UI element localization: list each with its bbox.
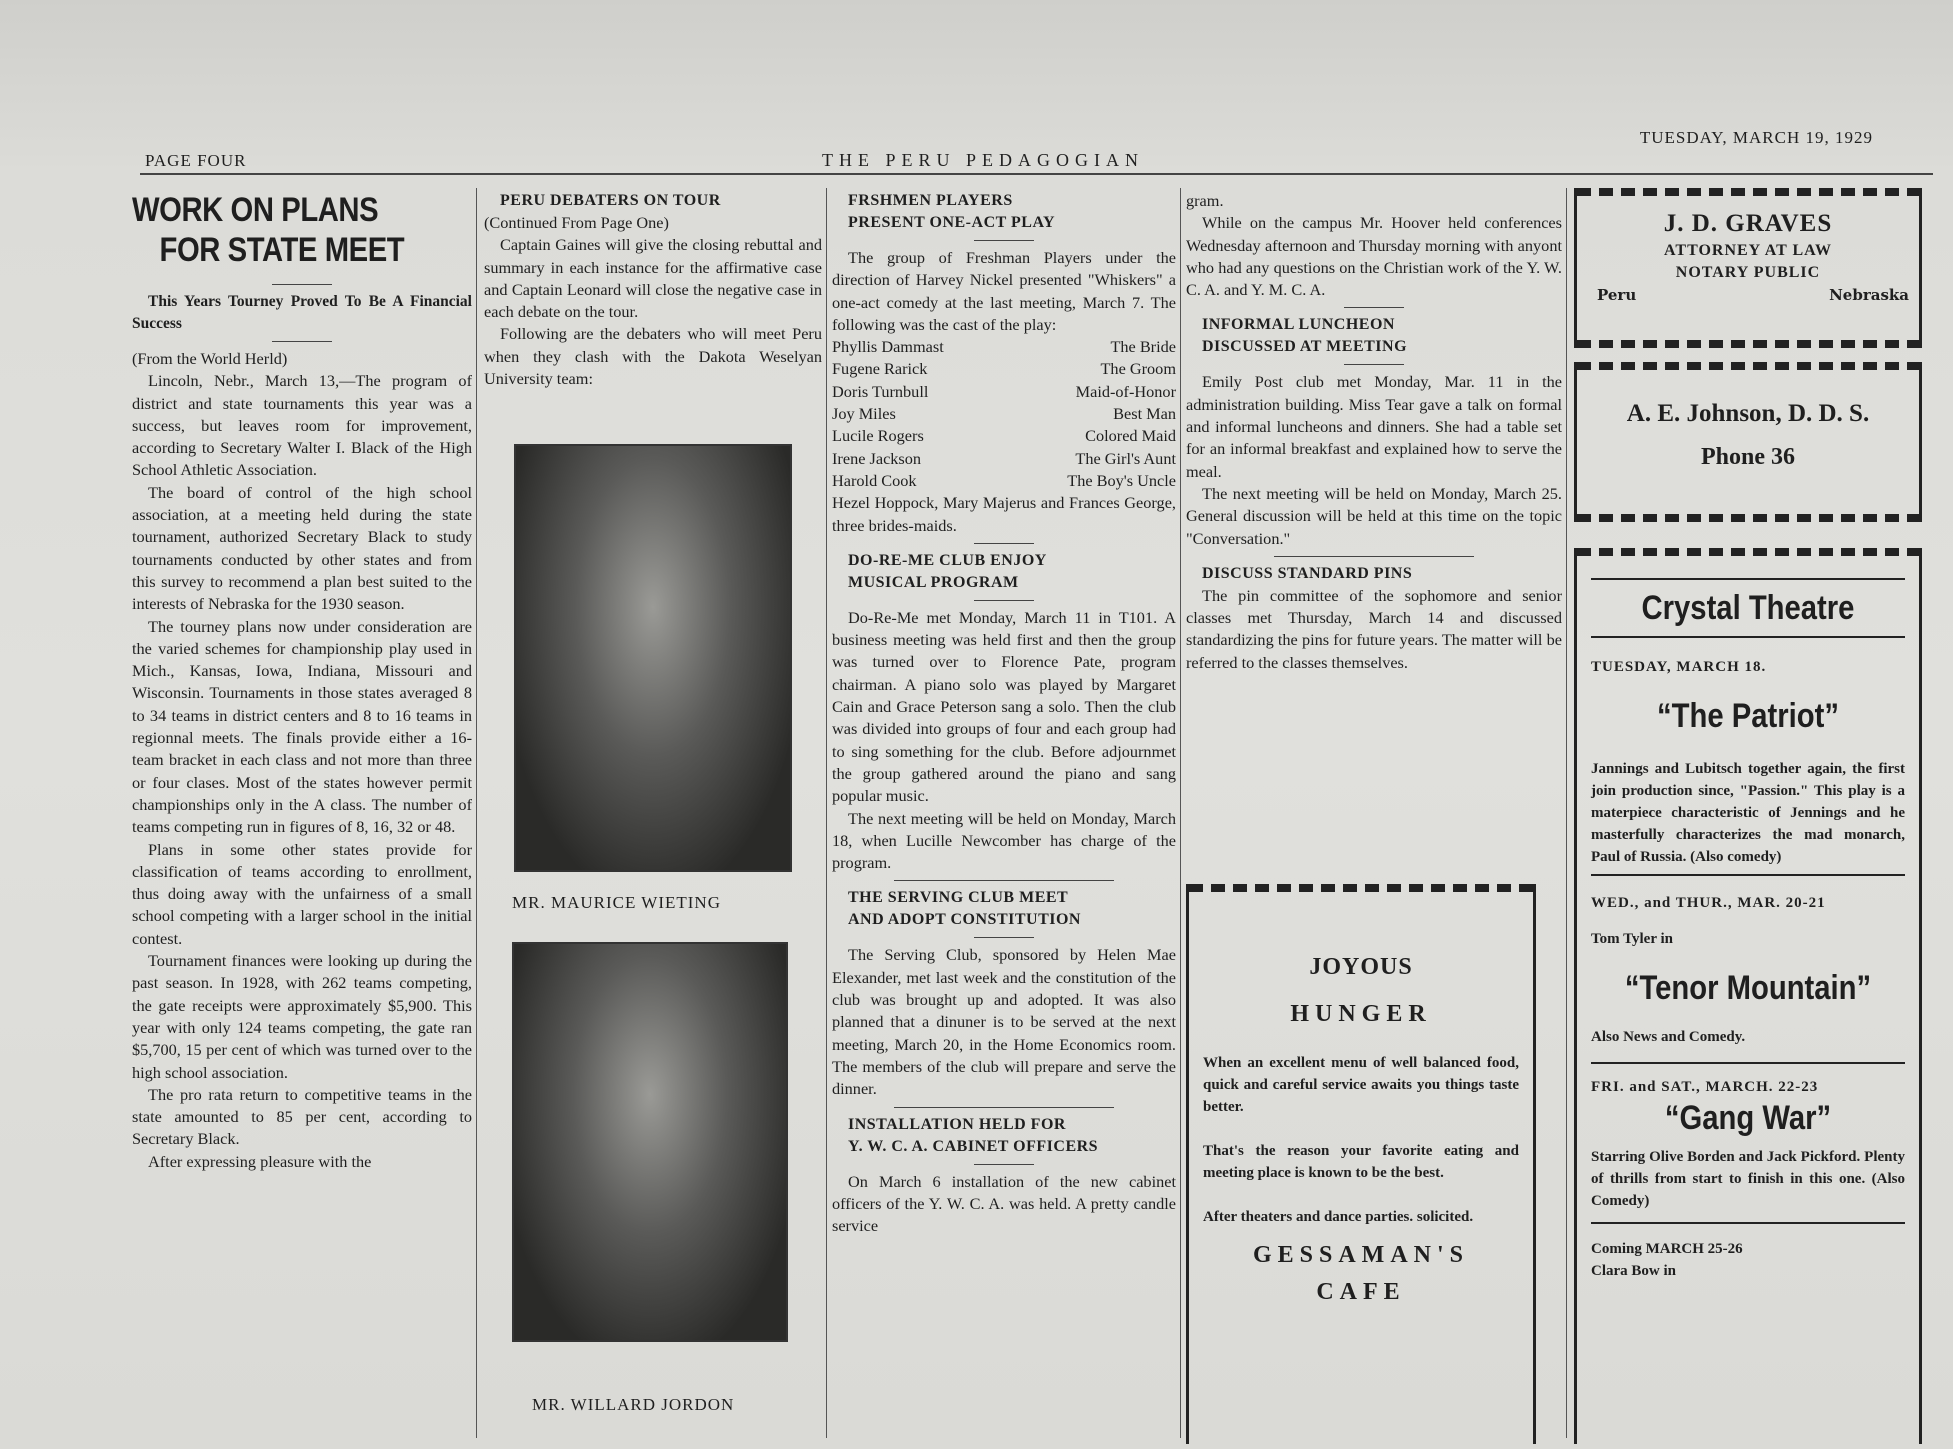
cast-role: The Bride xyxy=(1110,337,1176,357)
paragraph: The pro rata return to competitive teams in the state amounted to 85 per cent, according to Secretary Black. xyxy=(132,1084,472,1149)
headline: Y. W. C. A. CABINET OFFICERS xyxy=(848,1137,1099,1155)
divider xyxy=(974,937,1034,938)
theatre-title-frame xyxy=(1591,578,1905,638)
showing-date: TUESDAY, MARCH 18. xyxy=(1591,659,1767,675)
paragraph: Following are the debaters who will meet Peru when they clash with the Dakota Weselyan University team: xyxy=(484,324,822,389)
paragraph: Emily Post club met Monday, Mar. 11 in the administration building. Miss Tear gave a talk on formal and informal luncheons and dinners. She had a table set for an informal breakfast and explained how to serve the meal. xyxy=(1186,372,1562,481)
divider xyxy=(894,1107,1114,1108)
column-rule xyxy=(1566,188,1567,1438)
film-star: Tom Tyler in xyxy=(1591,931,1673,947)
paragraph: The group of Freshman Players under the direction of Harvey Nickel presented "Whiskers" a one-act comedy at the last meeting, March 7. The following was the cast of the play: xyxy=(832,248,1176,334)
paragraph: After expressing pleasure with the xyxy=(148,1151,372,1171)
film-description: Jannings and Lubitsch together again, the first join production since, "Passion." This play is a materpiece characteristic of Jennings and he masterfully characterizes the mad monarch, Paul of Russia. (Also comedy) xyxy=(1591,761,1905,865)
divider xyxy=(1344,364,1404,365)
masthead: THE PERU PEDAGOGIAN xyxy=(822,150,1144,170)
ad-text: After theaters and dance parties. solicited. xyxy=(1203,1209,1474,1225)
showing-date: WED., and THUR., MAR. 20-21 xyxy=(1591,895,1826,911)
issue-date: TUESDAY, MARCH 19, 1929 xyxy=(1639,128,1873,147)
ad-border xyxy=(1577,548,1919,556)
ad-border xyxy=(1577,188,1919,196)
paragraph: Captain Gaines will give the closing rebuttal and summary in each instance for the affirmative case and Captain Leonard will close the negative case in each debate on the tour. xyxy=(484,235,822,322)
page-header xyxy=(140,128,1933,175)
paragraph: Do-Re-Me met Monday, March 11 in T101. A business meeting was held first and then the group was turned over to Florence Pate, program chairman. A piano solo was played by Margaret Cain and Grace Peterson sang a solo. Then the club was divided into groups of four and each group had to sing something for the club. Before adjournmet the group gathered around the piano and sang popular music. xyxy=(832,607,1176,806)
cast-row xyxy=(832,336,1176,358)
headline-line-2: FOR STATE MEET xyxy=(159,231,405,269)
ad-ae-johnson xyxy=(1574,362,1922,522)
cast-actor: Doris Turnbull xyxy=(832,381,929,401)
paragraph: The board of control of the high school association, at a meeting held during the state tournament, authorized Secretary Black to study tournaments conducted by other states and from this survey to recommend a plan best suited to the interests of Nebraska for the 1930 season. xyxy=(132,482,472,614)
paragraph: Lincoln, Nebr., March 13,—The program of district and state tournaments this year was a success, but leaves room for improvement, according to Secretary Walter I. Black of the High School Athletic Association. xyxy=(132,371,472,480)
article-state-meet xyxy=(132,190,472,1445)
cast-list xyxy=(832,336,1176,492)
continued-note: (Continued From Page One) xyxy=(484,213,669,232)
headline: DISCUSS STANDARD PINS xyxy=(1202,564,1413,582)
paragraph: gram. xyxy=(1186,191,1224,210)
theatre-title: Crystal Theatre xyxy=(1641,589,1855,627)
ad-business-name: CAFE xyxy=(1316,1279,1406,1305)
headline: INSTALLATION HELD FOR xyxy=(848,1115,1066,1133)
headline: INFORMAL LUNCHEON xyxy=(1202,316,1395,334)
paragraph: Tournament finances were looking up during the past season. In 1928, with 262 teams competing, the gate receipts were approximately $5,900. This year with only 124 teams competing, the gate ran $5,700, 15 per cent of which was turned over to the high school association. xyxy=(132,951,472,1082)
cast-role: Maid-of-Honor xyxy=(1075,381,1176,401)
column-four xyxy=(1186,190,1562,870)
ad-jd-graves xyxy=(1574,188,1922,348)
ad-text: When an excellent menu of well balanced food, quick and careful service awaits you things taste better. xyxy=(1203,1055,1519,1115)
ad-line: ATTORNEY AT LAW xyxy=(1664,242,1832,259)
cast-actor: Harold Cook xyxy=(832,470,917,490)
ad-crystal-theatre xyxy=(1574,548,1922,1444)
ad-text: That's the reason your favorite eating and meeting place is known to be the best. xyxy=(1203,1143,1519,1181)
cast-actor: Phyllis Dammast xyxy=(832,337,944,357)
divider xyxy=(1591,1062,1905,1064)
cast-actor: Lucile Rogers xyxy=(832,426,924,446)
column-rule xyxy=(476,188,477,1438)
portrait-photo-jordon xyxy=(512,942,788,1342)
headline: DISCUSSED AT MEETING xyxy=(1202,338,1408,356)
ad-body xyxy=(1189,1028,1533,1228)
ad-location xyxy=(1577,286,1919,310)
column-rule xyxy=(1180,188,1181,1438)
ad-gessamans-cafe xyxy=(1186,884,1536,1444)
divider xyxy=(974,240,1034,241)
cast-role: The Girl's Aunt xyxy=(1075,448,1176,468)
ad-title: JOYOUS xyxy=(1309,954,1413,980)
cast-row xyxy=(832,403,1176,425)
cast-role: Best Man xyxy=(1113,404,1176,424)
cast-role: The Groom xyxy=(1100,359,1176,379)
showing-date: Coming MARCH 25-26 xyxy=(1591,1241,1743,1257)
portrait-photo-wieting xyxy=(514,444,792,872)
divider xyxy=(974,600,1034,601)
film-description: Starring Olive Borden and Jack Pickford. Plenty of thrills from start to finish in this one. (Also Comedy) xyxy=(1591,1149,1905,1209)
headline: THE SERVING CLUB MEET xyxy=(848,889,1069,907)
divider xyxy=(272,341,332,342)
divider xyxy=(894,880,1114,881)
paragraph: While on the campus Mr. Hoover held conferences Wednesday afternoon and Thursday morning with anyont who had any questions on the Christian work of the Y. W. C. A. and Y. M. C. A. xyxy=(1186,213,1562,300)
ad-business-name: GESSAMAN'S xyxy=(1252,1242,1470,1268)
ad-border xyxy=(1189,884,1533,892)
cast-row xyxy=(832,381,1176,403)
film-title: “Tenor Mountain” xyxy=(1624,969,1872,1007)
divider xyxy=(1344,307,1404,308)
source-line: (From the World Herld) xyxy=(132,349,288,368)
paragraph: The next meeting will be held on Monday, March 25. General discussion will be held at this time on the topic "Conversation." xyxy=(1186,483,1562,548)
ad-border xyxy=(1577,340,1919,348)
subheadline: This Years Tourney Proved To Be A Financial Success xyxy=(132,293,472,332)
headline: MUSICAL PROGRAM xyxy=(848,573,1019,591)
divider xyxy=(272,284,332,285)
paragraph: The pin committee of the sophomore and senior classes met Thursday, March 14 and discussed standardizing the pins for future years. The matter will be referred to the classes themselves. xyxy=(1186,585,1562,672)
ad-border xyxy=(1577,514,1919,522)
headline: FRSHMEN PLAYERS xyxy=(848,192,1013,209)
photo-caption: MR. WILLARD JORDON xyxy=(532,1395,735,1414)
film-title: “Gang War” xyxy=(1664,1099,1832,1137)
ad-state: Nebraska xyxy=(1829,286,1909,304)
paragraph: Hezel Hoppock, Mary Majerus and Frances George, three brides-maids. xyxy=(832,493,1176,535)
paragraph: The tourney plans now under consideration are the varied schemes for championship play used in Mich., Kansas, Iowa, Indiana, Missouri and Wisconsin. Tournaments in those states averaged 8 to 34 teams in district centers and 8 to 16 teams in regionnal meets. The finals provide either a 16-team bracket in each class and not more than three or four clases. Most of the states however permit championships only in the A class. The number of teams competing run in figures of 8, 16, 32 or 48. xyxy=(132,616,472,837)
paragraph: On March 6 installation of the new cabinet officers of the Y. W. C. A. was held. A pretty candle service xyxy=(832,1171,1176,1236)
cast-row xyxy=(832,425,1176,447)
divider xyxy=(1591,1222,1905,1224)
ad-name: A. E. Johnson, D. D. S. xyxy=(1626,400,1870,427)
paragraph: The Serving Club, sponsored by Helen Mae Elexander, met last week and the constitution of the club was brought up and adopted. It was also planned that a dinuner is to be served at the next meeting, March 20, in the Home Economics room. The members of the club will prepare and serve the dinner. xyxy=(832,945,1176,1099)
cast-role: The Boy's Uncle xyxy=(1067,470,1176,490)
paragraph: The next meeting will be held on Monday, March 18, when Lucille Newcomber has charge of the program. xyxy=(832,808,1176,873)
cast-actor: Fugene Rarick xyxy=(832,359,928,379)
showing-date: FRI. and SAT., MARCH. 22-23 xyxy=(1591,1079,1819,1095)
film-title: “The Patriot” xyxy=(1657,697,1839,735)
divider xyxy=(1591,874,1905,876)
theatre-body xyxy=(1577,548,1919,1282)
headline: PRESENT ONE-ACT PLAY xyxy=(848,214,1056,231)
film-star: Clara Bow in xyxy=(1591,1263,1677,1279)
ad-name: J. D. GRAVES xyxy=(1663,210,1833,237)
cast-actor: Joy Miles xyxy=(832,404,896,424)
cast-role: Colored Maid xyxy=(1085,426,1176,446)
headline: DO-RE-ME CLUB ENJOY xyxy=(848,551,1047,569)
cast-row xyxy=(832,448,1176,470)
ad-phone: Phone 36 xyxy=(1700,444,1795,470)
headline-line-1: WORK ON PLANS xyxy=(132,191,379,229)
divider xyxy=(974,1164,1034,1165)
ad-title: HUNGER xyxy=(1290,1001,1432,1027)
photo-caption: MR. MAURICE WIETING xyxy=(512,893,721,912)
page-number: PAGE FOUR xyxy=(145,151,247,170)
paragraph: Plans in some other states provide for classification of teams according to enrollment, thus doing away with the unfairness of a small school competing with a larger school in the initial contest. xyxy=(132,839,472,948)
article-debaters xyxy=(484,190,822,430)
divider xyxy=(1274,556,1474,557)
headline: PERU DEBATERS ON TOUR xyxy=(500,192,721,209)
divider xyxy=(974,543,1034,544)
headline: AND ADOPT CONSTITUTION xyxy=(848,911,1081,929)
cast-actor: Irene Jackson xyxy=(832,448,922,468)
column-three xyxy=(832,190,1176,1435)
ad-city: Peru xyxy=(1597,286,1637,304)
film-description: Also News and Comedy. xyxy=(1591,1029,1746,1045)
column-rule xyxy=(826,188,827,1438)
cast-row xyxy=(832,470,1176,492)
cast-row xyxy=(832,358,1176,380)
ad-line: NOTARY PUBLIC xyxy=(1675,264,1821,281)
ad-border xyxy=(1577,362,1919,370)
